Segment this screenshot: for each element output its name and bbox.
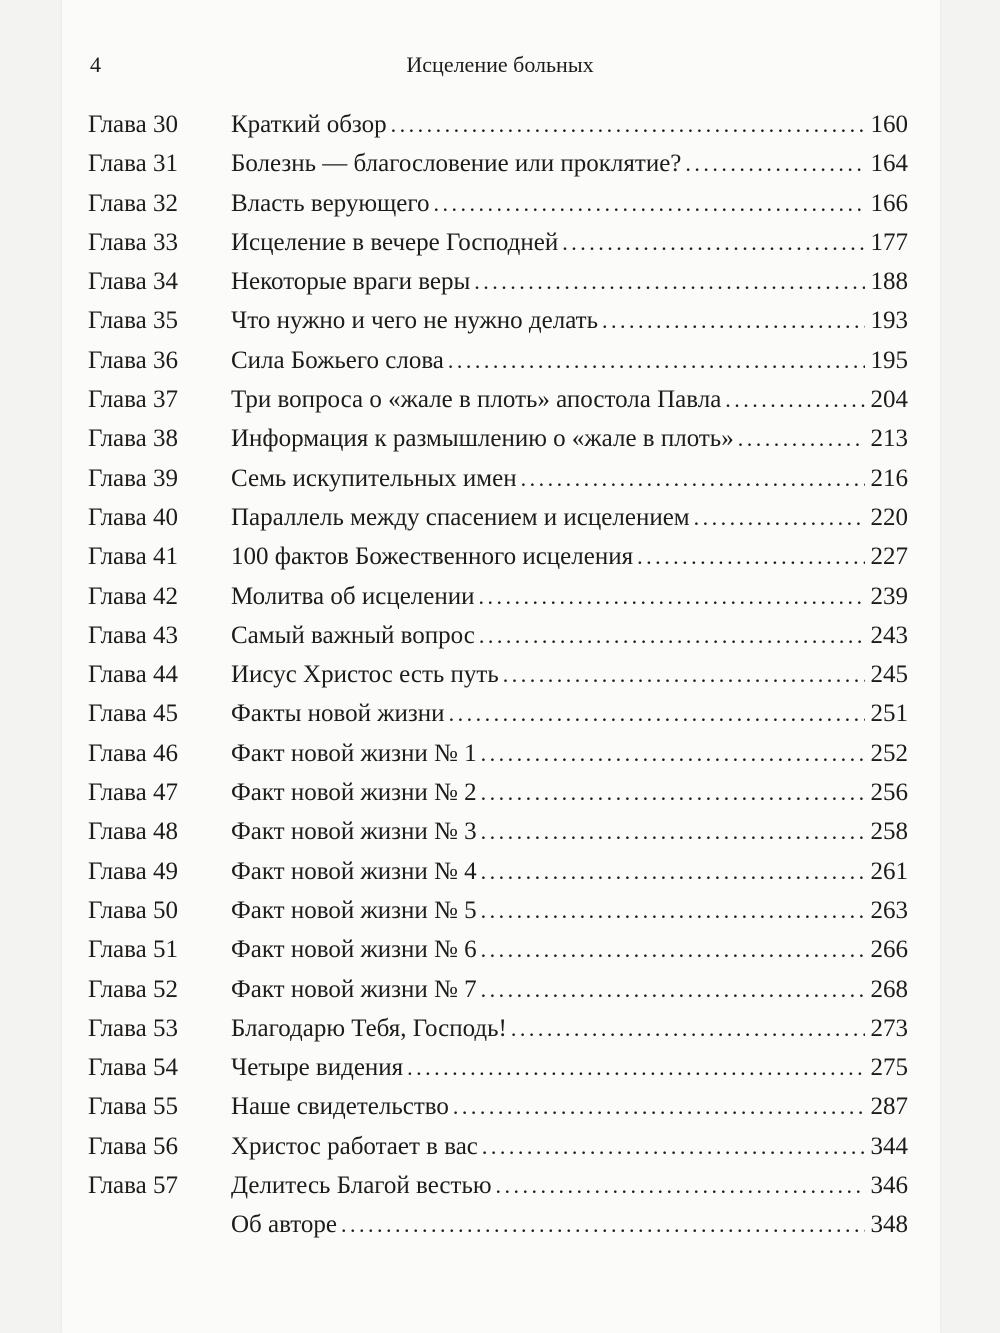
chapter-title: Молитва об исцелении [231,582,475,610]
page-reference: 220 [870,503,908,531]
dot-leader [685,147,864,181]
dot-leader [434,187,865,221]
page-reference: 251 [870,700,908,728]
toc-entry [88,737,908,776]
chapter-label: Глава 37 [88,386,178,414]
toc-entry-body [231,1208,908,1242]
chapter-title: Наше свидетельство [231,1093,449,1121]
chapter-title: Некоторые враги веры [231,268,471,296]
toc-entry-body [231,304,908,338]
toc-entry [88,226,908,265]
dot-leader [474,265,864,299]
toc-entry-body [231,894,908,928]
toc-entry-body [231,265,908,299]
dot-leader [496,1169,865,1203]
page-reference: 346 [870,1172,908,1200]
dot-leader [479,580,865,614]
toc-entry-body [231,973,908,1007]
toc-entry-body [231,855,908,889]
chapter-label: Глава 51 [88,936,178,964]
chapter-title: Факт новой жизни № 3 [231,818,477,846]
page-reference: 195 [870,346,908,374]
chapter-title: Исцеление в вечере Господней [231,228,559,256]
toc-entry [88,1012,908,1051]
dot-leader [481,933,865,967]
page-reference: 263 [870,896,908,924]
toc-entry-body [231,501,908,535]
chapter-title: Факт новой жизни № 6 [231,936,477,964]
toc-entry [88,422,908,461]
toc-entry-body [231,658,908,692]
chapter-title: Параллель между спасением и исцелением [231,503,690,531]
chapter-label: Глава 53 [88,1014,178,1042]
toc-entry-body [231,226,908,260]
chapter-title: Что нужно и чего не нужно делать [231,307,598,335]
dot-leader [738,422,865,456]
chapter-label: Глава 45 [88,700,178,728]
toc-entry-body [231,815,908,849]
chapter-title: Факты новой жизни [231,700,445,728]
chapter-title: Информация к размышлению о «жале в плоть» [231,425,734,453]
toc-entry-body [231,344,908,378]
toc-entry [88,697,908,736]
toc-entry [88,265,908,304]
toc-entry [88,1208,908,1247]
toc-entry [88,108,908,147]
chapter-label: Глава 33 [88,228,178,256]
dot-leader [511,1012,865,1046]
toc-entry [88,344,908,383]
chapter-title: Сила Божьего слова [231,346,444,374]
chapter-title: Факт новой жизни № 4 [231,857,477,885]
page-reference: 188 [870,268,908,296]
chapter-title: Делитесь Благой вестью [231,1172,492,1200]
toc-entry [88,815,908,854]
chapter-label: Глава 43 [88,621,178,649]
running-title: Исцеление больных [406,52,594,77]
page-reference: 275 [870,1054,908,1082]
chapter-label: Глава 55 [88,1093,178,1121]
dot-leader [503,658,865,692]
dot-leader [341,1208,865,1242]
toc-entry [88,855,908,894]
toc-entry-body [231,1169,908,1203]
toc-entry-body [231,147,908,181]
toc-entry [88,462,908,501]
chapter-title: Иисус Христос есть путь [231,661,499,689]
chapter-label: Глава 39 [88,464,178,492]
toc-entry-body [231,776,908,810]
toc-entry-body [231,540,908,574]
page-reference: 258 [870,818,908,846]
page-reference: 266 [870,936,908,964]
chapter-label: Глава 57 [88,1172,178,1200]
dot-leader [481,776,865,810]
toc-entry [88,894,908,933]
chapter-title: Власть верующего [231,189,430,217]
page-reference: 348 [870,1211,908,1239]
toc-entry [88,187,908,226]
toc-entry [88,1169,908,1208]
dot-leader [482,1130,865,1164]
dot-leader [407,1051,864,1085]
page-reference: 216 [870,464,908,492]
table-of-contents [88,108,908,1248]
page-reference: 204 [870,386,908,414]
chapter-label: Глава 35 [88,307,178,335]
toc-entry-body [231,1090,908,1124]
page-reference: 193 [870,307,908,335]
toc-entry [88,501,908,540]
page-reference: 245 [870,661,908,689]
page-reference: 252 [870,739,908,767]
toc-entry-body [231,580,908,614]
dot-leader [637,540,864,574]
dot-leader [481,815,865,849]
toc-entry [88,973,908,1012]
chapter-title: Об авторе [231,1211,337,1239]
chapter-label: Глава 30 [88,111,178,138]
toc-entry [88,658,908,697]
toc-entry [88,1130,908,1169]
dot-leader [562,226,864,260]
chapter-label: Глава 56 [88,1132,178,1160]
page-reference: 261 [870,857,908,885]
chapter-label: Глава 46 [88,739,178,767]
chapter-label: Глава 44 [88,661,178,689]
chapter-label: Глава 48 [88,818,178,846]
toc-entry [88,304,908,343]
chapter-title: Четыре видения [231,1054,404,1082]
toc-entry [88,619,908,658]
dot-leader [448,344,865,378]
page-reference: 256 [870,779,908,807]
toc-entry [88,1090,908,1129]
chapter-title: Самый важный вопрос [231,621,475,649]
page-header [90,52,910,86]
dot-leader [521,462,865,496]
chapter-label: Глава 38 [88,425,178,453]
chapter-title: Факт новой жизни № 7 [231,975,477,1003]
chapter-title: Три вопроса о «жале в плоть» апостола Павла [231,386,722,414]
page-reference: 160 [870,111,908,138]
chapter-label: Глава 40 [88,503,178,531]
page-reference: 227 [870,543,908,571]
chapter-title: Христос работает в вас [231,1132,478,1160]
chapter-title: Благодарю Тебя, Господь! [231,1014,507,1042]
chapter-title: Факт новой жизни № 2 [231,779,477,807]
chapter-label: Глава 50 [88,896,178,924]
chapter-title: Семь искупительных имен [231,464,517,492]
page-number: 4 [90,52,101,77]
toc-entry-body [231,383,908,417]
dot-leader [481,894,865,928]
toc-entry-body [231,619,908,653]
toc-entry-body [231,933,908,967]
page-reference: 268 [870,975,908,1003]
chapter-label: Глава 32 [88,189,178,217]
chapter-title: Краткий обзор [231,111,387,138]
chapter-label: Глава 54 [88,1054,178,1082]
page-reference: 243 [870,621,908,649]
page-reference: 287 [870,1093,908,1121]
toc-entry [88,383,908,422]
toc-entry [88,147,908,186]
dot-leader [391,108,865,142]
dot-leader [479,619,865,653]
dot-leader [481,737,865,771]
chapter-title: Болезнь — благословение или проклятие? [231,150,682,178]
page-reference: 273 [870,1014,908,1042]
chapter-label: Глава 49 [88,857,178,885]
chapter-label: Глава 52 [88,975,178,1003]
dot-leader [453,1090,865,1124]
dot-leader [481,973,865,1007]
toc-entry [88,776,908,815]
toc-entry-body [231,1012,908,1046]
toc-entry-body [231,697,908,731]
toc-entry [88,540,908,579]
toc-entry-body [231,462,908,496]
chapter-label: Глава 31 [88,150,178,178]
toc-entry-body [231,1130,908,1164]
page-reference: 177 [870,228,908,256]
toc-entry [88,580,908,619]
toc-entry-body [231,422,908,456]
toc-entry-body [231,737,908,771]
chapter-label: Глава 36 [88,346,178,374]
toc-entry-body [231,1051,908,1085]
page-reference: 239 [870,582,908,610]
toc-entry-body [231,108,908,142]
chapter-title: 100 фактов Божественного исцеления [231,543,634,571]
chapter-label: Глава 47 [88,779,178,807]
toc-entry [88,933,908,972]
toc-entry-body [231,187,908,221]
page-reference: 213 [870,425,908,453]
dot-leader [725,383,864,417]
chapter-label: Глава 42 [88,582,178,610]
page-reference: 166 [870,189,908,217]
page-reference: 164 [870,150,908,178]
page-reference: 344 [870,1132,908,1160]
toc-entry [88,1051,908,1090]
dot-leader [449,697,865,731]
dot-leader [602,304,865,338]
chapter-title: Факт новой жизни № 1 [231,739,477,767]
chapter-label: Глава 41 [88,543,178,571]
dot-leader [694,501,865,535]
chapter-title: Факт новой жизни № 5 [231,896,477,924]
chapter-label: Глава 34 [88,268,178,296]
dot-leader [481,855,865,889]
